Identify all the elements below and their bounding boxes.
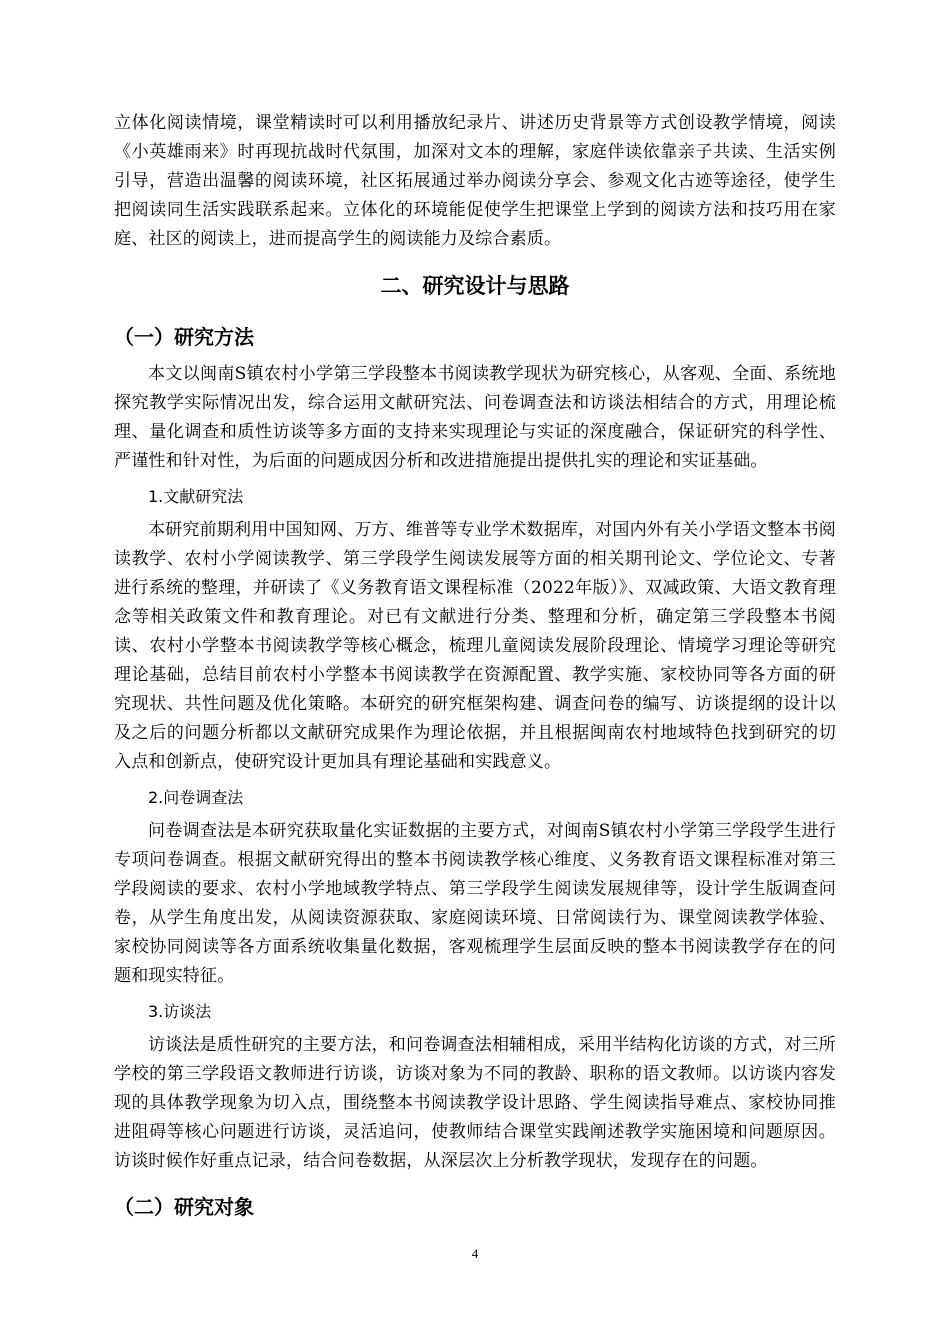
subjects-heading: （二）研究对象 [114,1195,254,1219]
page-content [114,109,836,1230]
section-title: 二、研究设计与思路 [380,274,570,298]
interview-method-paragraph: 访谈法是质性研究的主要方法，和问卷调查法相辅相成，采用半结构化访谈的方式，对三所学校的第三学段语文教师进行访谈，访谈对象为不同的教龄、职称的语文教师。以访谈内容发现的具体教学现象为切入点，围绕整本书阅读教学设计思路、学生阅读指导难点、家校协同推进阻碍等核心问题进行访谈，灵活追问，使教师结合课堂实践阐述教学实施困境和问题原因。访谈时候作好重点记录，结合问卷数据，从深层次上分析教学现状，发现存在的问题。 [114,1035,836,1171]
literature-method-heading: 1.文献研究法 [148,487,244,506]
intro-paragraph: 立体化阅读情境，课堂精读时可以利用播放纪录片、讲述历史背景等方式创设教学情境，阅读《小英雄雨来》时再现抗战时代氛围，加深对文本的理解，家庭伴读依靠亲子共读、生活实例引导，营造出温馨的阅读环境，社区拓展通过举办阅读分享会、参观文化古迹等途径，使学生把阅读同生活实践联系起来。立体化的环境能促使学生把课堂上学到的阅读方法和技巧用在家庭、社区的阅读上，进而提高学生的阅读能力及综合素质。 [114,113,836,249]
interview-method-heading: 3.访谈法 [148,1002,212,1021]
questionnaire-method-heading: 2.问卷调查法 [148,788,244,807]
methods-overview-paragraph: 本文以闽南S镇农村小学第三学段整本书阅读教学现状为研究核心，从客观、全面、系统地探究教学实际情况出发，综合运用文献研究法、问卷调查法和访谈法相结合的方式，用理论梳理、量化调查和质性访谈等多方面的支持来实现理论与实证的深度融合，保证研究的科学性、严谨性和针对性，为后面的问题成因分析和改进措施提出提供扎实的理论和实证基础。 [114,364,836,471]
methods-heading: （一）研究方法 [114,325,254,349]
page-number: 4 [471,1246,479,1261]
literature-method-paragraph: 本研究前期利用中国知网、万方、维普等专业学术数据库，对国内外有关小学语文整本书阅读教学、农村小学阅读教学、第三学段学生阅读发展等方面的相关期刊论文、学位论文、专著进行系统的整理，并研读了《义务教育语文课程标准（2022年版）》、双减政策、大语文教育理念等相关政策文件和教育理论。对已有文献进行分类、整理和分析，确定第三学段整本书阅读、农村小学整本书阅读教学等核心概念，梳理儿童阅读发展阶段理论、情境学习理论等研究理论基础，总结目前农村小学整本书阅读教学在资源配置、教学实施、家校协同等各方面的研究现状、共性问题及优化策略。本研究的研究框架构建、调查问卷的编写、访谈提纲的设计以及之后的问题分析都以文献研究成果作为理论依据，并且根据闽南农村地域特色找到研究的切入点和创新点，使研究设计更加具有理论基础和实践意义。 [114,520,836,772]
questionnaire-method-paragraph: 问卷调查法是本研究获取量化实证数据的主要方式，对闽南S镇农村小学第三学段学生进行专项问卷调查。根据文献研究得出的整本书阅读教学核心维度、义务教育语文课程标准对第三学段阅读的要求、农村小学地域教学特点、第三学段学生阅读发展规律等，设计学生版调查问卷，从学生角度出发，从阅读资源获取、家庭阅读环境、日常阅读行为、课堂阅读教学体验、家校协同阅读等各方面系统收集量化数据，客观梳理学生层面反映的整本书阅读教学存在的问题和现实特征。 [114,821,836,986]
